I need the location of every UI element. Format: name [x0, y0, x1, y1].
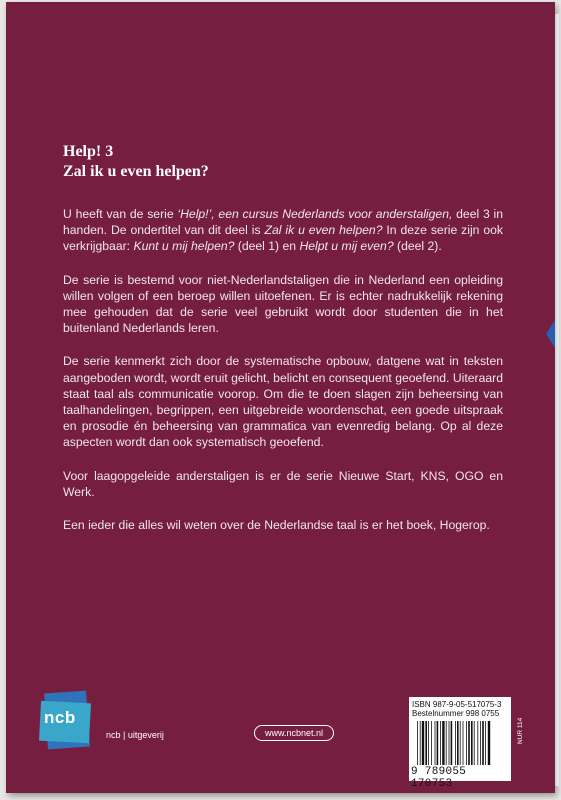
isbn-number: ISBN 987-9-05-517075-3	[412, 700, 502, 709]
p1-text-e: In deze serie zijn ook verkrijgbaar:	[63, 223, 504, 254]
page-edge	[555, 14, 559, 786]
title-line-2: Zal ik u even helpen?	[63, 163, 209, 180]
paragraph-3: De serie kenmerkt zich door de systematische opbouw, datgene wat in teksten aangeboden wordt, wordt eruit gelicht, belicht en consequent geoefend. Uiteraard staat taal als communicatie voorop. Om die te doen slagen zijn beheersing van taalhandelingen, begrippen, een uitgebreide woordenschat, een goede uitspraak en prosodie én beheersing van grammatica van evenredig belang. Op al deze aspecten wordt dan ook systematisch geoefend.	[63, 354, 503, 450]
barcode-digits: 9 789055 170753	[411, 766, 467, 790]
blue-tab-marker	[546, 320, 555, 348]
ncb-logo	[40, 692, 100, 750]
cover-footer	[6, 690, 555, 793]
logo-text: ncb	[44, 708, 76, 727]
back-cover	[6, 2, 555, 793]
isbn-block	[412, 700, 501, 718]
paragraph-5: Een ieder die alles wil weten over de Nederlandse taal is er het boek, Hogerop.	[63, 518, 490, 533]
p1-series-title: ‘Help!’, een cursus Nederlands voor anderstaligen,	[177, 207, 453, 221]
publisher-name: ncb | uitgeverij	[106, 730, 164, 740]
p1-text-i: (deel 2).	[393, 239, 442, 254]
p1-part2-title: Helpt u mij even?	[299, 239, 394, 254]
p1-text-c: deel 3 in handen. De ondertitel van dit deel is	[63, 207, 503, 238]
p1-part1-title: Kunt u mij helpen?	[133, 239, 235, 254]
barcode-label	[409, 697, 511, 790]
title-line-1: Help! 3	[63, 143, 114, 160]
paragraph-2: De serie is bestemd voor niet-Nederlandstaligen die in Nederland een opleiding willen volgen of een beroep willen uitoefenen. Er is echter nadrukkelijk rekening mee gehouden dat de serie veel gebruikt wordt door studenten die in het buitenland Nederlands leren.	[63, 272, 503, 336]
p1-subtitle: Zal ik u even helpen?	[264, 223, 383, 238]
website-url: www.ncbnet.nl	[254, 725, 334, 741]
order-number: Bestelnummer 998 0755	[412, 709, 500, 718]
paragraph-4: Voor laagopgeleide anderstaligen is er de serie Nieuwe Start, KNS, OGO en Werk.	[63, 468, 503, 499]
blurb	[63, 206, 503, 533]
paragraph-1	[63, 206, 503, 255]
p1-text-a: U heeft van de serie	[63, 207, 178, 221]
nur-code: NUR 114	[517, 717, 524, 744]
book-title	[63, 142, 209, 182]
p1-text-g: (deel 1) en	[234, 239, 300, 254]
barcode-graphic	[417, 721, 507, 765]
